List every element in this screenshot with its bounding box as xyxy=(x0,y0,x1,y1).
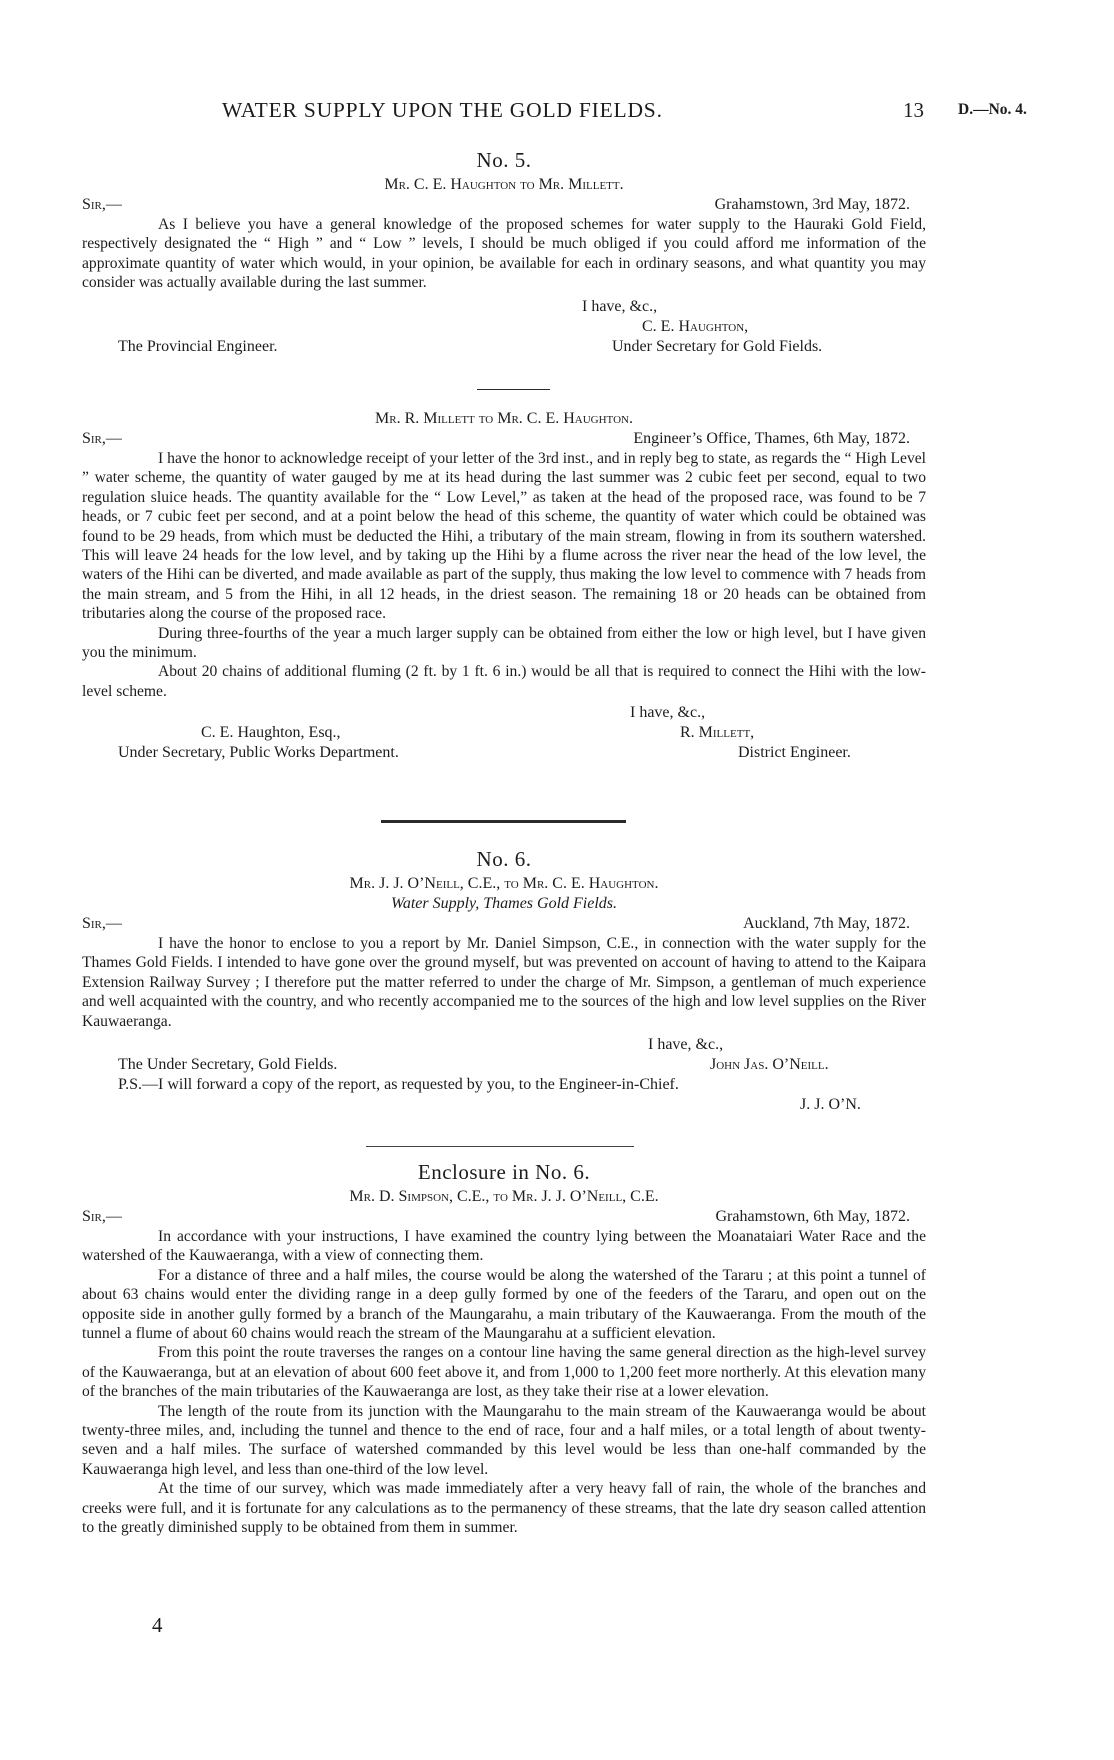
signature-mark: 4 xyxy=(152,1613,163,1637)
closing-row xyxy=(82,297,926,317)
addressee: Under Secretary, Public Works Department. xyxy=(118,744,399,762)
signature-title: Under Secretary for Gold Fields. xyxy=(612,337,823,355)
no6-subject: Water Supply, Thames Gold Fields. xyxy=(390,895,618,912)
no5-letter2-from-to: Mr. R. Millett to Mr. C. E. Haughton. xyxy=(375,410,633,427)
no5-letter1-salutation-row xyxy=(82,195,926,215)
closing-row xyxy=(82,703,926,723)
salutation: Sir,— xyxy=(82,196,122,213)
paragraph: During three-fourths of the year a much larger supply can be obtained from either the low or high level, but I have given you the minimum. xyxy=(82,624,926,662)
paragraph: As I believe you have a general knowledge of the proposed schemes for water supply to the Hauraki Gold Field, respectively designated the “ High ” and “ Low ” levels, I should be much obliged if you could afford me information of the approximate quantity of water which would, in your opinion, be available for each in ordinary seasons, and what quantity you may consider was actually available during the last summer. xyxy=(82,216,926,292)
no5-letter1 xyxy=(82,147,926,357)
paragraph: I have the honor to acknowledge receipt of your letter of the 3rd inst., and in reply beg to state, as regards the “ High Level ” water scheme, the quantity of water gauged by me at its head during the last summer was 2 cubic feet per second, equal to two regulation sluice heads. The quantity available for the “ Low Level,” as taken at the head of the proposed race, was found to be 7 heads, or 7 cubic feet per second, and at a point below the head of this scheme, the quantity of water which could be obtained was found to be 29 heads, from which must be deducted the Hihi, a tributary of the main stream, flowing in from its southern watershed. This will leave 24 heads for the low level, and by taking up the Hihi by a flume across the river near the head of the low level, the waters of the Hihi can be diverted, and made available as part of the supply, thus making the low level to commence with 7 heads from the main stream, and 5 from the Hihi, in all 12 heads, in the driest season. The remaining 18 or 20 heads can be obtained from tributaries along the course of the proposed race. xyxy=(82,450,926,623)
postscript-initials-row xyxy=(82,1095,926,1115)
no5-heading: No. 5. xyxy=(476,148,532,172)
addressee: The Under Secretary, Gold Fields. xyxy=(118,1056,338,1074)
salutation: Sir,— xyxy=(82,1208,122,1225)
addressee: The Provincial Engineer. xyxy=(118,337,278,355)
no6-heading: No. 6. xyxy=(476,847,532,871)
no6-salutation-row xyxy=(82,914,926,934)
separator-rule xyxy=(366,1146,634,1147)
closing: I have, &c., xyxy=(630,704,706,722)
signature: R. Millett, xyxy=(680,724,755,742)
addressee-title-row xyxy=(82,743,926,763)
signature: John Jas. O’Neill. xyxy=(710,1056,829,1074)
paragraph: For a distance of three and a half miles, the course would be along the watershed of the Tararu ; at this point a tunnel of about 63 chains would enter the dividing range in a deep gully formed by one of the feeders of the Tararu, and open out on the opposite side in another gully formed by a branch of the Maungarahu, a main tributary of the Kauwaeranga. From the mouth of the tunnel a flume of about 60 chains would reach the stream of the Maungarahu at a sufficient elevation. xyxy=(82,1266,926,1343)
closing: I have, &c., xyxy=(648,1036,724,1054)
closing: I have, &c., xyxy=(582,297,658,315)
no6-from-to: Mr. J. J. O’Neill, C.E., to Mr. C. E. Haughton. xyxy=(349,875,659,892)
addressee-signature-row xyxy=(82,723,926,743)
signature-title: District Engineer. xyxy=(738,744,851,762)
section-rule xyxy=(381,820,626,823)
paragraph: I have the honor to enclose to you a report by Mr. Daniel Simpson, C.E., in connection with the water supply for the Thames Gold Fields. I intended to have gone over the ground myself, but was prevented on account of having to attend to the Kaipara Extension Railway Survey ; I therefore put the matter referred to under the charge of Mr. Simpson, a gentleman of much experience and well acquainted with the country, and who recently accompanied me to the sources of the high and low level supplies on the River Kauwaeranga. xyxy=(82,935,926,1030)
addressee-signature-row xyxy=(82,1055,926,1075)
salutation: Sir,— xyxy=(82,915,122,932)
enclosure-salutation-row xyxy=(82,1207,926,1227)
no5-letter2 xyxy=(82,409,926,763)
postscript-row xyxy=(82,1075,926,1095)
salutation: Sir,— xyxy=(82,430,122,447)
signature-row xyxy=(82,317,926,337)
page-number: 13 xyxy=(903,98,924,122)
enclosure-letter xyxy=(82,1159,926,1538)
paragraph: In accordance with your instructions, I have examined the country lying between the Moanataiari Water Race and the watershed of the Kauwaeranga, with a view of connecting them. xyxy=(82,1228,926,1265)
postscript: P.S.—I will forward a copy of the report, as requested by you, to the Engineer-in-Chief. xyxy=(118,1076,679,1094)
postscript-initials: J. J. O’N. xyxy=(800,1096,861,1114)
no6-letter xyxy=(82,846,926,1115)
place-date: Auckland, 7th May, 1872. xyxy=(743,915,910,932)
paragraph: About 20 chains of additional fluming (2 ft. by 1 ft. 6 in.) would be all that is required to connect the Hihi with the low-level scheme. xyxy=(82,663,926,700)
no5-letter2-salutation-row xyxy=(82,429,926,449)
document-number: D.—No. 4. xyxy=(958,101,1027,118)
place-date: Grahamstown, 3rd May, 1872. xyxy=(714,196,910,213)
running-head-title: WATER SUPPLY UPON THE GOLD FIELDS. xyxy=(222,98,663,122)
closing-row xyxy=(82,1035,926,1055)
no5-letter1-from-to: Mr. C. E. Haughton to Mr. Millett. xyxy=(384,176,624,193)
paragraph: The length of the route from its junction with the Maungarahu to the main stream of the Kauwaeranga would be about twenty-three miles, and, including the tunnel and thence to the end of race, four and a half miles, or a total length of about twenty-seven and a half miles. The surface of watershed commanded by this level would be less than one-half commanded by the Kauwaeranga high level, and less than one-third of the low level. xyxy=(82,1402,926,1478)
separator-rule xyxy=(477,389,550,390)
signature: C. E. Haughton, xyxy=(642,317,749,335)
paragraph: From this point the route traverses the ranges on a contour line having the same general direction as the high-level survey of the Kauwaeranga, but at an elevation of about 600 feet above it, and from 1,000 to 1,200 feet more northerly. At this elevation many of the branches of the main tributaries of the Kauwaeranga are lost, as they take their rise at a lower elevation. xyxy=(82,1344,926,1401)
enclosure-from-to: Mr. D. Simpson, C.E., to Mr. J. J. O’Neill, C.E. xyxy=(349,1188,659,1205)
enclosure-heading: Enclosure in No. 6. xyxy=(417,1160,591,1184)
paragraph: At the time of our survey, which was made immediately after a very heavy fall of rain, the whole of the branches and creeks were full, and it is fortunate for any calculations as to the permanency of these streams, that the late dry season called attention to the greatly diminished supply to be obtained from them in summer. xyxy=(82,1480,926,1537)
addressee-row xyxy=(82,337,926,357)
running-head xyxy=(0,98,1114,128)
place-date: Engineer’s Office, Thames, 6th May, 1872. xyxy=(633,430,910,447)
place-date: Grahamstown, 6th May, 1872. xyxy=(715,1208,910,1225)
addressee: C. E. Haughton, Esq., xyxy=(201,724,341,742)
